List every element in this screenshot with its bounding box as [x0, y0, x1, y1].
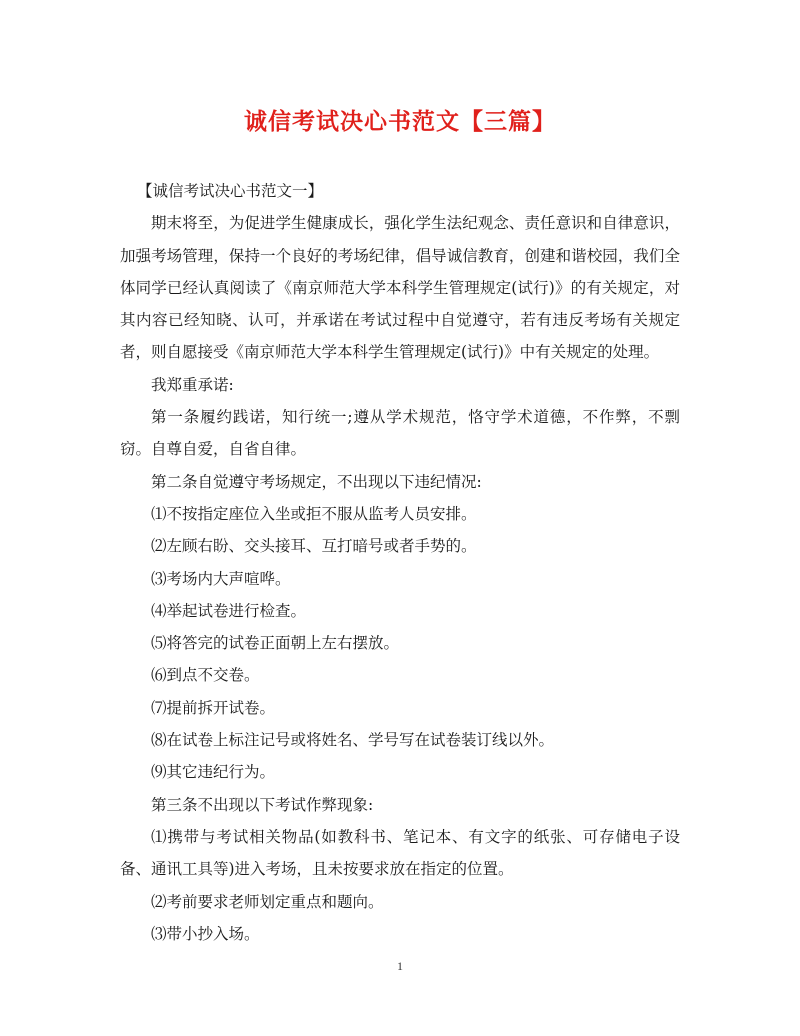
intro-paragraph: 期末将至，为促进学生健康成长，强化学生法纪观念、责任意识和自律意识，加强考场管理，保持一个良好的考场纪律，倡导诚信教育，创建和谐校园，我们全体同学已经认真阅读了《南京师范大学本科学生管理规定(试行)》的有关规定，对其内容已经知晓、认可，并承诺在考试过程中自觉遵守，若有违反考场有关规定者，则自愿接受《南京师范大学本科学生管理规定(试行)》中有关规定的处理。 — [120, 214, 680, 362]
list-item: ⑶考场内大声喧哗。 — [151, 569, 291, 588]
section-heading: 【诚信考试决心书范文一】 — [137, 182, 324, 200]
page-number: 1 — [397, 959, 403, 973]
list-item: ⑴携带与考试相关物品(如教科书、笔记本、有文字的纸张、可存储电子设备、通讯工具等)进入考场，且未按要求放在指定的位置。 — [120, 827, 680, 879]
list-item: ⑵左顾右盼、交头接耳、互打暗号或者手势的。 — [151, 537, 477, 556]
pledge-line: 我郑重承诺: — [151, 375, 234, 394]
article-one: 第一条履约践诺，知行统一;遵从学术规范，恪守学术道德，不作弊，不剽窃。自尊自爱，自省自律。 — [120, 408, 680, 459]
list-item: ⑶带小抄入场。 — [151, 924, 260, 943]
list-item: ⑻在试卷上标注记号或将姓名、学号写在试卷装订线以外。 — [151, 731, 555, 750]
article-two: 第二条自觉遵守考场规定，不出现以下违纪情况: — [151, 472, 482, 491]
list-item: ⑷举起试卷进行检查。 — [151, 601, 307, 620]
list-item: ⑸将答完的试卷正面朝上左右摆放。 — [151, 634, 400, 653]
list-item: ⑴不按指定座位入坐或拒不服从监考人员安排。 — [151, 504, 477, 523]
list-item: ⑹到点不交卷。 — [151, 666, 260, 685]
article-three: 第三条不出现以下考试作弊现象: — [151, 795, 374, 814]
document-title: 诚信考试决心书范文【三篇】 — [244, 108, 556, 135]
document-body — [120, 175, 680, 950]
list-item: ⑼其它违纪行为。 — [151, 763, 276, 782]
list-item: ⑵考前要求老师划定重点和题向。 — [151, 892, 384, 911]
list-item: ⑺提前拆开试卷。 — [151, 698, 276, 717]
